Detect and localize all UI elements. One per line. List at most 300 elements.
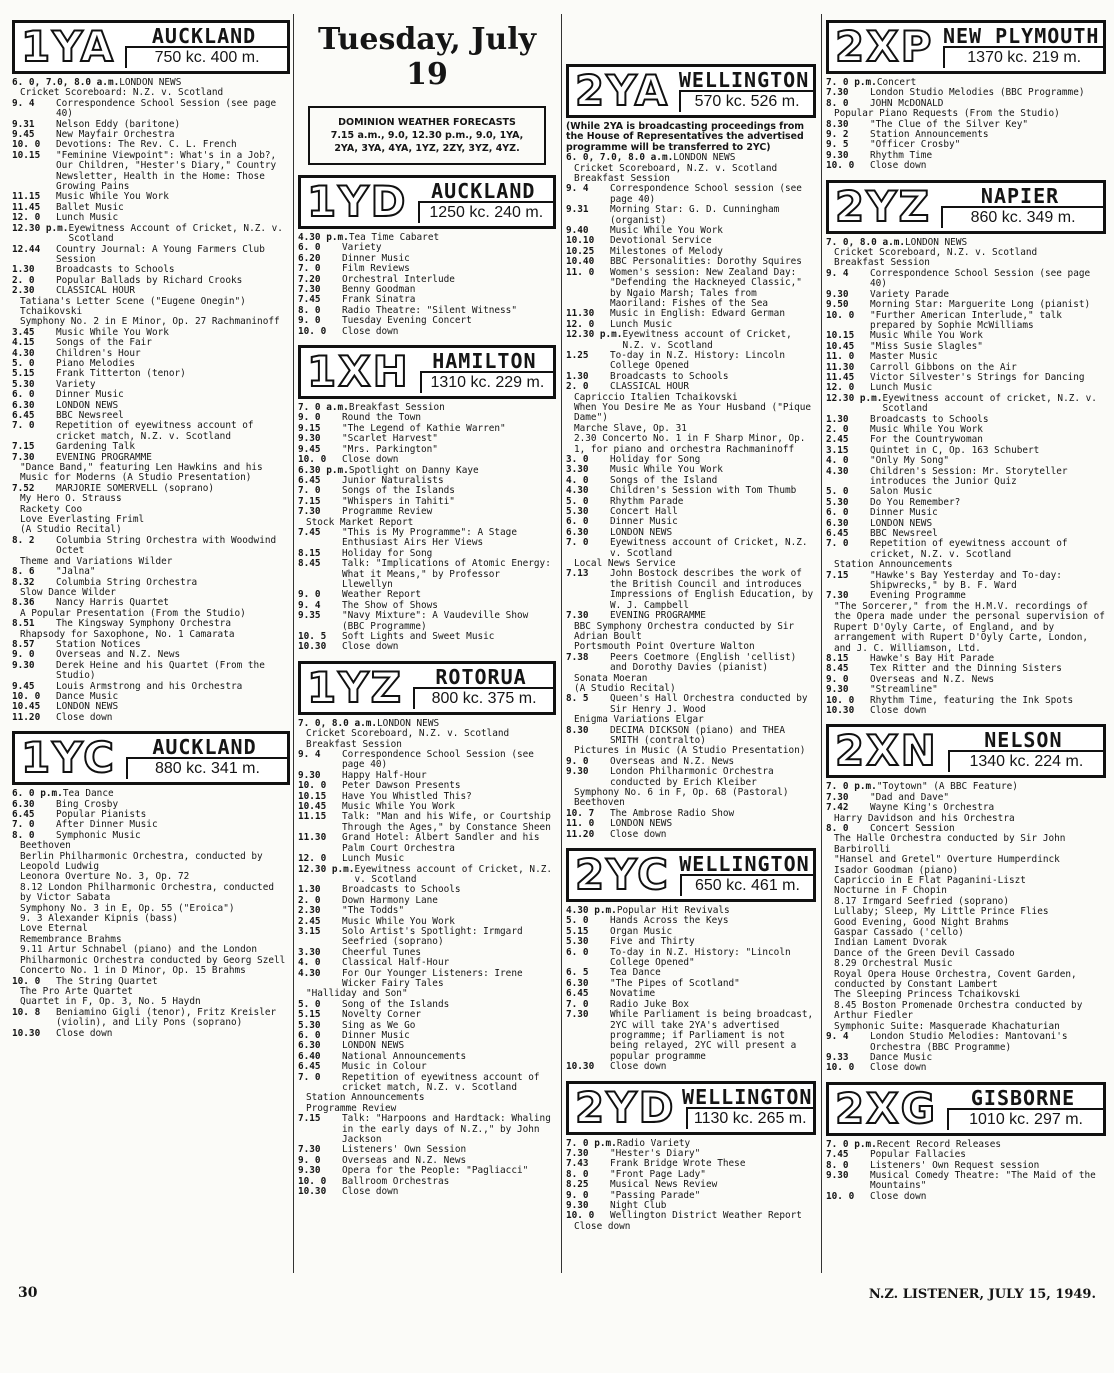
programme-time: 8.15 xyxy=(298,547,321,559)
programme-title: Holiday for Song xyxy=(610,454,701,465)
station-callsign: 1YA xyxy=(21,22,116,71)
programme-time: 6. 5 xyxy=(566,967,589,979)
programme-title: Programme Review xyxy=(342,506,433,518)
programme-time: 5.15 xyxy=(566,925,589,937)
programme-time: 11. 0 xyxy=(826,351,855,363)
programme-time: 6.45 xyxy=(298,1061,321,1073)
programme-title: Overseas and N.Z. News xyxy=(610,755,735,767)
programme-title: For the Countrywoman xyxy=(870,434,983,446)
programme-time: 7. 0 xyxy=(566,998,589,1010)
programme-title: Frank Sinatra xyxy=(342,294,416,306)
programme-title: Dinner Music xyxy=(610,516,678,528)
programme-title: Close down xyxy=(870,1062,927,1074)
station-frequency: 1340 kc. 224 m. xyxy=(948,750,1103,772)
programme-title: "Whispers in Tahiti" xyxy=(342,495,455,507)
programme-entry: "The Sorcerer," from the H.M.V. recordings of the Opera made under the personal supervision of Rupert D'Oyly Carte, of England, and by arrangement with Rupert D'Oyly Carte, London, and J. C. Williamson, Ltd. xyxy=(834,600,1105,654)
programme-time: 7.45 xyxy=(298,294,321,306)
station-city: AUCKLAND xyxy=(151,24,257,48)
station-city: ROTORUA xyxy=(435,664,527,689)
page-number: 30 xyxy=(18,1285,38,1301)
programme-time: 10. 0 xyxy=(298,780,327,792)
programme-title: LONDON NEWS xyxy=(119,77,182,88)
programme-time: 4.30 p.m. xyxy=(298,232,349,243)
programme-title: To-day in N.Z. History: "Lincoln College Opened" xyxy=(610,946,791,969)
programme-title: Hawke's Bay Hit Parade xyxy=(870,652,995,664)
programme-entry xyxy=(298,1073,556,1094)
programme-title: "Scarlet Harvest" xyxy=(342,433,438,445)
programme-time: 7.43 xyxy=(566,1158,589,1170)
programme-entry xyxy=(826,140,1106,150)
programme-title: "Front Page Lady" xyxy=(610,1168,706,1180)
programme-entry: Symphony No. 6 in F, Op. 68 (Pastoral) Beethoven xyxy=(574,787,789,809)
programme-time: 11.15 xyxy=(298,811,327,823)
programme-time: 7.30 xyxy=(566,1009,589,1021)
programme-time: 9.30 xyxy=(826,288,849,300)
programme-time: 6. 0 xyxy=(298,1030,321,1041)
programme-2yz xyxy=(826,238,1106,717)
programme-entry xyxy=(826,373,1106,383)
programme-time: 10. 0 xyxy=(298,325,327,337)
programme-entry xyxy=(298,254,556,264)
programme-title: Solo Artist's Spotlight: Irmgard Seefried (soprano) xyxy=(342,925,523,948)
programme-title: Tea Time Cabaret xyxy=(348,232,440,243)
weather-heading: DOMINION WEATHER FORECASTS xyxy=(338,117,516,128)
station-header-1yd xyxy=(298,175,556,229)
programme-entry xyxy=(298,896,556,906)
station-header-1yz xyxy=(298,661,556,715)
programme-entry xyxy=(566,916,816,926)
programme-entry xyxy=(826,151,1106,161)
programme-entry xyxy=(566,268,816,310)
programme-time: 3.15 xyxy=(298,925,321,937)
programme-entry xyxy=(566,819,816,829)
programme-entry: Indian Lament Dvorak xyxy=(834,937,947,949)
programme-title: Salon Music xyxy=(870,486,933,498)
programme-title: Talk: "Harpoons and Hardtack: Whaling in the early days of N.Z.," by John Jackson xyxy=(342,1113,551,1146)
programme-title: Sing as We Go xyxy=(342,1019,416,1031)
programme-time: 1.30 xyxy=(566,370,589,382)
programme-time: 6.30 xyxy=(298,1040,321,1052)
station-city: NELSON xyxy=(984,728,1063,753)
programme-title: Recent Record Releases xyxy=(876,1138,1001,1150)
programme-title: Tea Dance xyxy=(610,967,661,979)
programme-title: Dinner Music xyxy=(342,252,410,264)
programme-entry xyxy=(566,507,816,517)
station-header-2xg xyxy=(826,1082,1106,1136)
programme-time: 8.32 xyxy=(12,576,35,588)
programme-title: BBC Personalities: Dorothy Squires xyxy=(610,256,802,268)
station-header-2xp xyxy=(826,20,1106,74)
programme-entry: 8.45 Boston Promenade Orchestra conducted by Arthur Fiedler xyxy=(834,999,1083,1022)
programme-title: Music While You Work xyxy=(56,191,169,203)
programme-time: 6. 0, 7.0, 8.0 a.m. xyxy=(12,77,120,88)
programme-title: "Dad and Dave" xyxy=(870,791,950,803)
programme-time: 9.31 xyxy=(566,204,589,216)
programme-title: London Studio Melodies (BBC Programme) xyxy=(870,87,1085,99)
programme-time: 9.30 xyxy=(298,1165,321,1177)
programme-time: 6.30 xyxy=(566,526,589,538)
programme-entry: My Hero O. Strauss xyxy=(20,493,122,505)
programme-title: Bing Crosby xyxy=(56,798,119,810)
programme-title: Eyewitness Account of Cricket, N.Z. v. Scotland xyxy=(68,222,283,245)
programme-title: Music While You Work xyxy=(342,801,455,813)
programme-entry xyxy=(12,349,290,359)
programme-entry: Love Everlasting Friml xyxy=(20,514,145,526)
programme-entry xyxy=(298,958,556,968)
programme-entry: Concerto No. 1 in D Minor, Op. 15 Brahms xyxy=(20,965,246,977)
programme-time: 7. 0, 8.0 a.m. xyxy=(298,717,378,729)
programme-time: 9. 0 xyxy=(566,755,589,767)
programme-2xp xyxy=(826,78,1106,172)
programme-title: "Miss Susie Slagles" xyxy=(870,340,983,352)
programme-time: 5. 0 xyxy=(566,495,589,507)
programme-time: 4.30 xyxy=(566,485,589,497)
programme-time: 9. 0 xyxy=(298,1154,321,1166)
programme-time: 9. 0 xyxy=(298,315,321,327)
programme-title: LONDON NEWS xyxy=(56,399,119,411)
programme-time: 10. 0 xyxy=(298,1175,327,1187)
programme-entry xyxy=(826,498,1106,508)
programme-title: Music in Colour xyxy=(342,1061,427,1073)
programme-time: 6.45 xyxy=(12,410,35,421)
programme-time: 10. 0 xyxy=(826,694,855,706)
programme-entry xyxy=(12,421,290,442)
programme-entry: (A Studio Recital) xyxy=(20,524,122,536)
programme-entry xyxy=(298,812,556,833)
programme-title: Variety xyxy=(342,242,382,254)
programme-time: 10. 0 xyxy=(566,1210,595,1222)
programme-entry xyxy=(826,1140,1106,1150)
programme-entry: Breakfast Session xyxy=(574,173,670,185)
programme-entry: Royal Opera House Orchestra, Covent Garden, conducted by Constant Lambert xyxy=(834,968,1077,991)
programme-entry xyxy=(826,300,1106,310)
programme-title: Classical Half-Hour xyxy=(342,957,450,969)
programme-time: 7.45 xyxy=(826,1149,849,1161)
programme-entry xyxy=(12,151,290,193)
programme-time: 7. 0 p.m. xyxy=(826,1138,877,1150)
programme-time: 6.40 xyxy=(298,1050,321,1062)
programme-time: 11. 0 xyxy=(566,818,595,830)
programme-title: Songs of the Island xyxy=(610,474,718,486)
programme-entry xyxy=(12,369,290,379)
programme-title: "Navy Mixture": A Vaudeville Show (BBC Programme) xyxy=(342,610,529,632)
programme-time: 9. 4 xyxy=(298,749,321,761)
page-title: Tuesday, July 19 xyxy=(317,22,537,92)
programme-time: 7. 0 p.m. xyxy=(826,781,877,793)
programme-entry xyxy=(298,1187,556,1197)
programme-time: 7.30 xyxy=(826,590,849,602)
programme-1yd xyxy=(298,233,556,337)
programme-entry: Breakfast Session xyxy=(306,738,402,750)
programme-title: Hands Across the Keys xyxy=(610,915,729,927)
programme-time: 10.45 xyxy=(298,801,327,813)
programme-title: Close down xyxy=(342,1186,399,1198)
programme-title: Cheerful Tunes xyxy=(342,946,422,958)
programme-entry xyxy=(298,1010,556,1020)
programme-time: 7.30 xyxy=(566,610,589,622)
station-header-2yz xyxy=(826,180,1106,234)
programme-title: "Streamline" xyxy=(870,684,938,696)
station-city: NEW PLYMOUTH xyxy=(942,24,1100,48)
programme-entry xyxy=(12,682,290,692)
programme-title: Close down xyxy=(610,1061,667,1073)
programme-entry: Cricket Scoreboard, N.Z. v. Scotland xyxy=(834,247,1038,259)
programme-title: Columbia String Orchestra xyxy=(56,576,198,588)
programme-entry: 9.11 Artur Schnabel (piano) and the London Philharmonic Orchestra conducted by Georg Szell xyxy=(20,944,286,966)
programme-time: 7.15 xyxy=(12,441,35,453)
programme-entry: Popular Piano Requests (From the Studio) xyxy=(834,108,1060,120)
programme-time: 7.30 xyxy=(298,506,321,518)
programme-time: 10.15 xyxy=(12,149,41,161)
programme-time: 9.30 xyxy=(12,659,35,671)
programme-entry xyxy=(826,467,1106,488)
station-callsign: 2XN xyxy=(835,726,938,776)
programme-time: 3.30 xyxy=(298,946,321,958)
programme-title: Listeners' Own Session xyxy=(342,1144,467,1156)
programme-title: Music While You Work xyxy=(610,464,723,476)
station-header-2xn xyxy=(826,724,1106,778)
programme-time: 4. 0 xyxy=(566,474,589,486)
programme-title: "Hester's Diary" xyxy=(610,1147,701,1159)
programme-time: 12.30 p.m. xyxy=(12,222,69,234)
programme-entry: 9. 3 Alexander Kipnis (bass) xyxy=(20,913,179,925)
programme-title: Beniamino Gigli (tenor), Fritz Kreisler (violin), and Lily Pons (soprano) xyxy=(56,1006,277,1029)
programme-title: Grand Hotel: Albert Sandler and his Palm Court Orchestra xyxy=(342,832,540,854)
programme-time: 4.30 xyxy=(12,347,35,359)
programme-time: 9.30 xyxy=(826,684,849,696)
programme-time: 5.30 xyxy=(566,936,589,948)
programme-entry xyxy=(298,865,556,886)
programme-title: Variety xyxy=(56,378,96,390)
programme-time: 7.15 xyxy=(826,569,849,581)
programme-title: LONDON NEWS xyxy=(610,526,673,538)
programme-time: 7.30 xyxy=(826,791,849,803)
programme-time: 1.30 xyxy=(12,264,35,276)
programme-entry xyxy=(566,569,816,611)
programme-time: 5. 0 xyxy=(826,486,849,498)
programme-time: 8. 5 xyxy=(566,693,589,705)
programme-entry xyxy=(826,342,1106,352)
programme-time: 8. 2 xyxy=(12,534,35,546)
programme-entry xyxy=(826,130,1106,140)
programme-title: After Dinner Music xyxy=(56,819,158,831)
programme-time: 5. 0 xyxy=(12,357,35,369)
programme-time: 12.30 p.m. xyxy=(298,863,355,875)
programme-title: The Show of Shows xyxy=(342,599,438,611)
programme-entry xyxy=(12,789,290,799)
programme-time: 8. 0 xyxy=(12,829,35,841)
programme-title: BBC Newsreel xyxy=(56,410,124,421)
programme-entry xyxy=(298,611,556,632)
programme-title: Music While You Work xyxy=(342,915,455,927)
programme-time: 5.15 xyxy=(298,1009,321,1021)
programme-time: 7.13 xyxy=(566,568,589,580)
programme-time: 4. 0 xyxy=(826,455,849,467)
programme-title: Women's session: New Zealand Day: "Defending the Hackneyed Classic," by Ngaio Marsh; Tales from Maoriland: Fishes of the Sea xyxy=(610,266,802,309)
programme-entry xyxy=(826,1150,1106,1160)
programme-time: 7. 0 xyxy=(298,485,321,497)
programme-title: LONDON NEWS xyxy=(870,517,933,529)
programme-time: 7. 0 xyxy=(566,537,589,549)
programme-time: 10.30 xyxy=(826,704,855,716)
programme-entry xyxy=(298,559,556,590)
programme-time: 11.30 xyxy=(566,308,595,320)
programme-entry: The Pro Arte Quartet xyxy=(20,985,133,997)
programme-entry xyxy=(12,203,290,213)
programme-time: 7.30 xyxy=(298,1144,321,1156)
programme-entry xyxy=(566,948,816,969)
programme-time: 6.30 xyxy=(566,977,589,989)
programme-time: 5.30 xyxy=(826,496,849,508)
programme-time: 3.15 xyxy=(826,444,849,456)
programme-entry xyxy=(566,1180,816,1190)
programme-title: Close down xyxy=(342,325,399,337)
programme-1yz xyxy=(298,719,556,1198)
programme-entry: Pictures in Music (A Studio Presentation) xyxy=(574,745,806,757)
programme-title: Film Reviews xyxy=(342,263,410,275)
programme-title: Down Harmony Lane xyxy=(342,894,438,906)
station-frequency: 1130 kc. 265 m. xyxy=(686,1107,814,1129)
programme-entry: Symphony No. 2 in E Minor, Op. 27 Rachmaninoff xyxy=(20,316,280,328)
programme-title: Children's Hour xyxy=(56,347,141,359)
programme-entry xyxy=(566,372,816,382)
station-callsign: 2YD xyxy=(575,1082,676,1132)
programme-title: EVENING PROGRAMME xyxy=(610,610,706,622)
programme-entry xyxy=(298,642,556,652)
programme-time: 2. 0 xyxy=(12,274,35,286)
programme-entry xyxy=(566,830,816,840)
programme-title: "The Clue of the Silver Key" xyxy=(870,118,1029,130)
programme-title: JOHN McDONALD xyxy=(870,97,944,109)
station-city: WELLINGTON xyxy=(679,852,810,877)
programme-entry xyxy=(12,800,290,810)
programme-entry: Remembrance Brahms xyxy=(20,933,122,945)
programme-entry xyxy=(566,486,816,496)
programme-entry: The Halle Orchestra conducted by Sir John Barbirolli xyxy=(834,833,1066,855)
programme-time: 10.30 xyxy=(298,1186,327,1198)
programme-title: "Officer Crosby" xyxy=(870,139,961,151)
programme-title: Dinner Music xyxy=(342,1030,410,1041)
programme-time: 10. 0 xyxy=(826,309,855,321)
programme-title: The Kingsway Symphony Orchestra xyxy=(56,618,231,630)
weather-forecast-box xyxy=(308,106,546,165)
programme-2yc xyxy=(566,906,816,1073)
programme-title: Dance Music xyxy=(56,690,119,702)
programme-title: DECIMA DICKSON (piano) and THEA SMITH (contralto) xyxy=(610,724,785,746)
programme-title: LONDON NEWS xyxy=(342,1040,405,1052)
programme-entry: Lullaby; Sleep, My Little Prince Flies xyxy=(834,906,1049,918)
programme-title: Five and Thirty xyxy=(610,936,695,948)
programme-2xn xyxy=(826,782,1106,1073)
programme-time: 10.45 xyxy=(826,340,855,352)
programme-time: 9. 4 xyxy=(826,1031,849,1043)
programme-title: Close down xyxy=(342,454,399,466)
programme-title: Morning Star: G. D. Cunningham (organist) xyxy=(610,204,780,226)
programme-2yd xyxy=(566,1139,816,1233)
programme-entry xyxy=(826,1053,1106,1063)
programme-title: Music While You Work xyxy=(870,423,983,435)
programme-entry xyxy=(298,507,556,517)
programme-entry xyxy=(12,401,290,411)
programme-time: 9.30 xyxy=(298,433,321,445)
programme-entry xyxy=(298,445,556,455)
programme-time: 12. 0 xyxy=(298,853,327,865)
programme-entry xyxy=(566,205,816,226)
programme-title: Variety Parade xyxy=(870,288,950,300)
programme-entry xyxy=(566,726,816,747)
programme-title: LONDON NEWS xyxy=(610,818,673,830)
programme-title: Broadcasts to Schools xyxy=(56,264,175,276)
programme-time: 9.45 xyxy=(298,443,321,455)
station-frequency: 1250 kc. 240 m. xyxy=(418,201,554,223)
programme-entry xyxy=(826,782,1106,792)
station-frequency: 880 kc. 341 m. xyxy=(126,757,287,779)
station-header-1yc xyxy=(12,731,290,785)
programme-entry xyxy=(566,653,816,674)
programme-time: 9.45 xyxy=(12,680,35,692)
programme-title: Frank Bridge Wrote These xyxy=(610,1158,746,1170)
programme-title: Novelty Corner xyxy=(342,1009,422,1021)
programme-time: 8. 0 xyxy=(826,822,849,834)
programme-entry xyxy=(826,571,1106,592)
programme-entry xyxy=(826,706,1106,716)
programme-title: Rhythm Parade xyxy=(610,495,684,507)
programme-time: 12. 0 xyxy=(566,318,595,330)
programme-title: Nelson Eddy (baritone) xyxy=(56,118,181,130)
programme-title: Have You Whistled This? xyxy=(342,790,472,802)
programme-entry: Local News Service xyxy=(574,558,676,570)
programme-entry: Station Announcements xyxy=(306,1092,425,1104)
programme-time: 9.15 xyxy=(298,422,321,434)
programme-title: Devotions: The Rev. C. L. French xyxy=(56,139,237,151)
programme-time: 9. 0 xyxy=(298,589,321,601)
programme-title: "This is My Programme": A Stage Enthusiast Airs Her Views xyxy=(342,526,517,549)
programme-entry xyxy=(826,803,1106,813)
programme-entry xyxy=(566,1062,816,1072)
programme-2ya xyxy=(566,153,816,840)
programme-time: 9. 0 xyxy=(12,649,35,661)
programme-title: Dinner Music xyxy=(870,507,938,519)
column-rule xyxy=(821,14,822,1273)
programme-time: 6. 0, 7.0, 8.0 a.m. xyxy=(566,152,674,164)
programme-entry: Theme and Variations Wilder xyxy=(20,555,173,567)
programme-entry: Slow Dance Wilder xyxy=(20,586,116,598)
programme-title: LONDON NEWS xyxy=(377,717,440,729)
programme-title: Popular Pianists xyxy=(56,809,147,820)
programme-time: 6.45 xyxy=(826,528,849,540)
programme-entry: BBC Symphony Orchestra conducted by Sir Adrian Boult xyxy=(574,620,795,642)
programme-title: CLASSICAL HOUR xyxy=(56,285,136,297)
programme-title: "Further American Interlude," talk prepared by Sophie McWilliams xyxy=(870,309,1062,331)
programme-entry: "Hansel and Gretel" Overture Humperdinck xyxy=(834,854,1060,866)
programme-time: 10. 0 xyxy=(12,975,41,987)
programme-time: 10. 0 xyxy=(12,690,41,702)
programme-title: Carroll Gibbons on the Air xyxy=(870,361,1017,373)
programme-entry xyxy=(826,161,1106,171)
programme-entry xyxy=(12,192,290,202)
programme-entry: 8.12 London Philharmonic Orchestra, conducted by Victor Sabata xyxy=(20,881,274,904)
programme-time: 8.15 xyxy=(826,652,849,664)
programme-title: For Our Younger Listeners: Irene Wicker Fairy Tales xyxy=(342,967,523,989)
programme-time: 9. 4 xyxy=(298,599,321,611)
column-rule xyxy=(561,14,562,1273)
programme-entry xyxy=(12,661,290,682)
programme-title: New Mayfair Orchestra xyxy=(56,129,175,141)
programme-time: 9.35 xyxy=(298,610,321,622)
programme-time: 10.45 xyxy=(12,701,41,713)
programme-time: 10. 0 xyxy=(826,1062,855,1074)
programme-time: 9. 4 xyxy=(826,267,849,279)
